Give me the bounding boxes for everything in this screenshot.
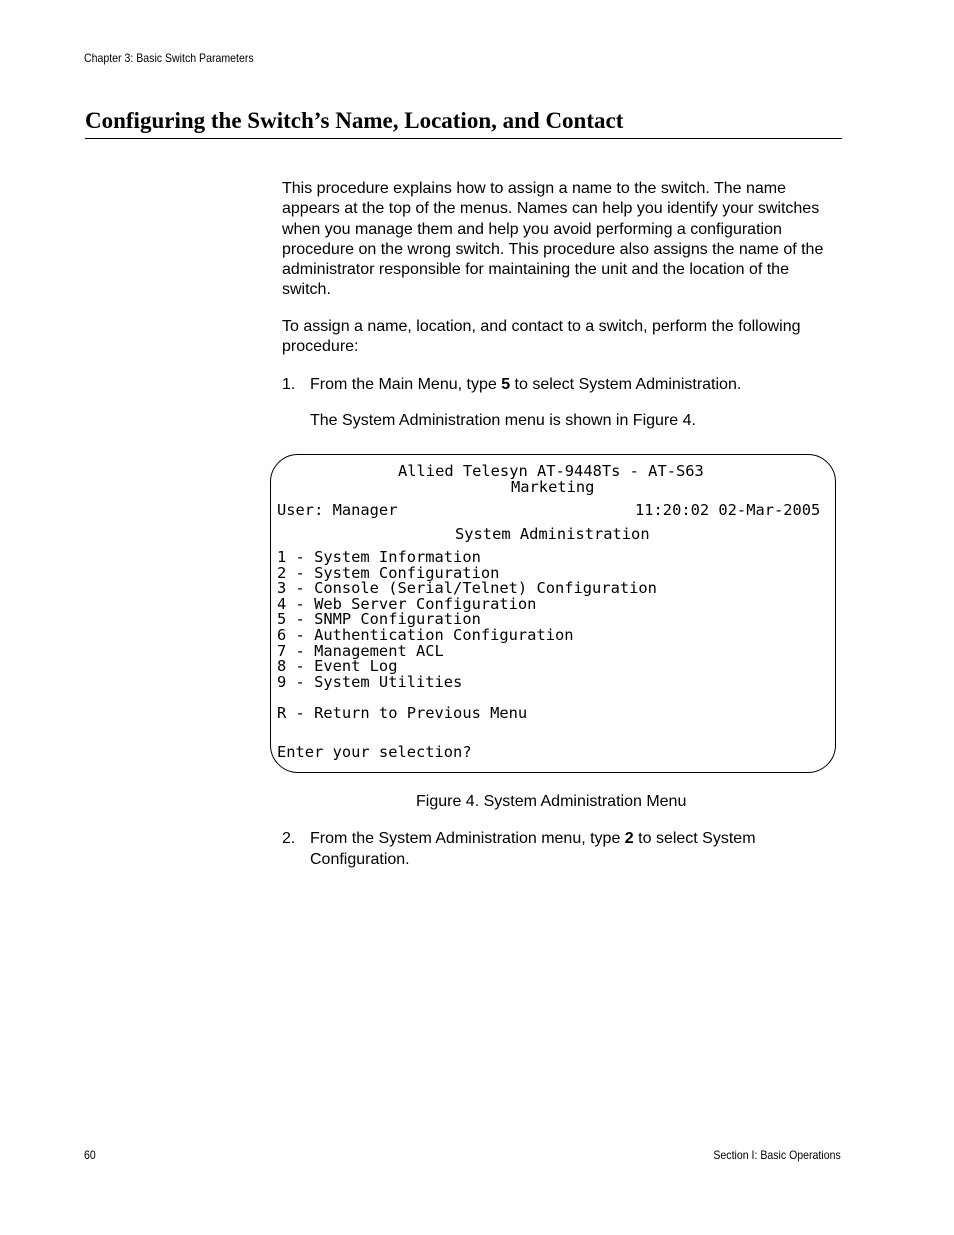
page-number: 60 bbox=[84, 1148, 96, 1162]
step-2 bbox=[282, 828, 842, 870]
intro-paragraph bbox=[282, 179, 842, 301]
menu-item-return: R - Return to Previous Menu bbox=[277, 704, 528, 722]
terminal-menu-title: System Administration bbox=[455, 525, 650, 543]
intro-paragraph-text: This procedure explains how to assign a name to the switch. The name appears at the top of the menus. Names can help you identify your switches when you manage them and help you avoid performing a configuration procedure on the wrong switch. This procedure also assigns the name of the administrator responsible for maintaining the unit and the location of the switch. bbox=[282, 180, 824, 299]
menu-item-7: 7 - Management ACL bbox=[277, 642, 444, 660]
procedure-intro bbox=[282, 317, 842, 358]
terminal-datetime: 11:20:02 02-Mar-2005 bbox=[635, 501, 821, 519]
step-1 bbox=[282, 374, 842, 395]
step-number: 1. bbox=[282, 376, 296, 393]
menu-item-6: 6 - Authentication Configuration bbox=[277, 626, 574, 644]
running-header: Chapter 3: Basic Switch Parameters bbox=[84, 51, 254, 65]
menu-item-2: 2 - System Configuration bbox=[277, 564, 500, 582]
section-title: Configuring the Switch’s Name, Location, and Contact bbox=[85, 106, 842, 139]
terminal-subtitle: Marketing bbox=[511, 478, 595, 496]
menu-item-9: 9 - System Utilities bbox=[277, 673, 463, 691]
figure-caption: Figure 4. System Administration Menu bbox=[416, 793, 687, 810]
step-text-after: to select System Configuration. bbox=[310, 830, 756, 868]
terminal-user: User: Manager bbox=[277, 501, 398, 519]
menu-item-8: 8 - Event Log bbox=[277, 657, 398, 675]
step-text-before: From the Main Menu, type bbox=[310, 376, 502, 393]
step-text-before: From the System Administration menu, type bbox=[310, 830, 625, 847]
menu-item-1: 1 - System Information bbox=[277, 548, 481, 566]
menu-item-4: 4 - Web Server Configuration bbox=[277, 595, 537, 613]
step-number: 2. bbox=[282, 830, 296, 847]
step-key: 2 bbox=[624, 830, 634, 847]
step-1-note: The System Administration menu is shown in Figure 4. bbox=[310, 412, 696, 429]
menu-item-3: 3 - Console (Serial/Telnet) Configuration bbox=[277, 579, 657, 597]
terminal-screen bbox=[270, 454, 836, 773]
terminal-title: Allied Telesyn AT-9448Ts - AT-S63 bbox=[398, 462, 704, 480]
step-text bbox=[310, 374, 842, 395]
step-key: 5 bbox=[501, 376, 511, 393]
terminal-prompt: Enter your selection? bbox=[277, 743, 472, 761]
footer-section: Section I: Basic Operations bbox=[713, 1148, 841, 1162]
step-text bbox=[310, 828, 842, 870]
step-text-after: to select System Administration. bbox=[510, 376, 742, 393]
menu-item-5: 5 - SNMP Configuration bbox=[277, 610, 481, 628]
procedure-intro-text: To assign a name, location, and contact to a switch, perform the following procedure: bbox=[282, 318, 801, 356]
